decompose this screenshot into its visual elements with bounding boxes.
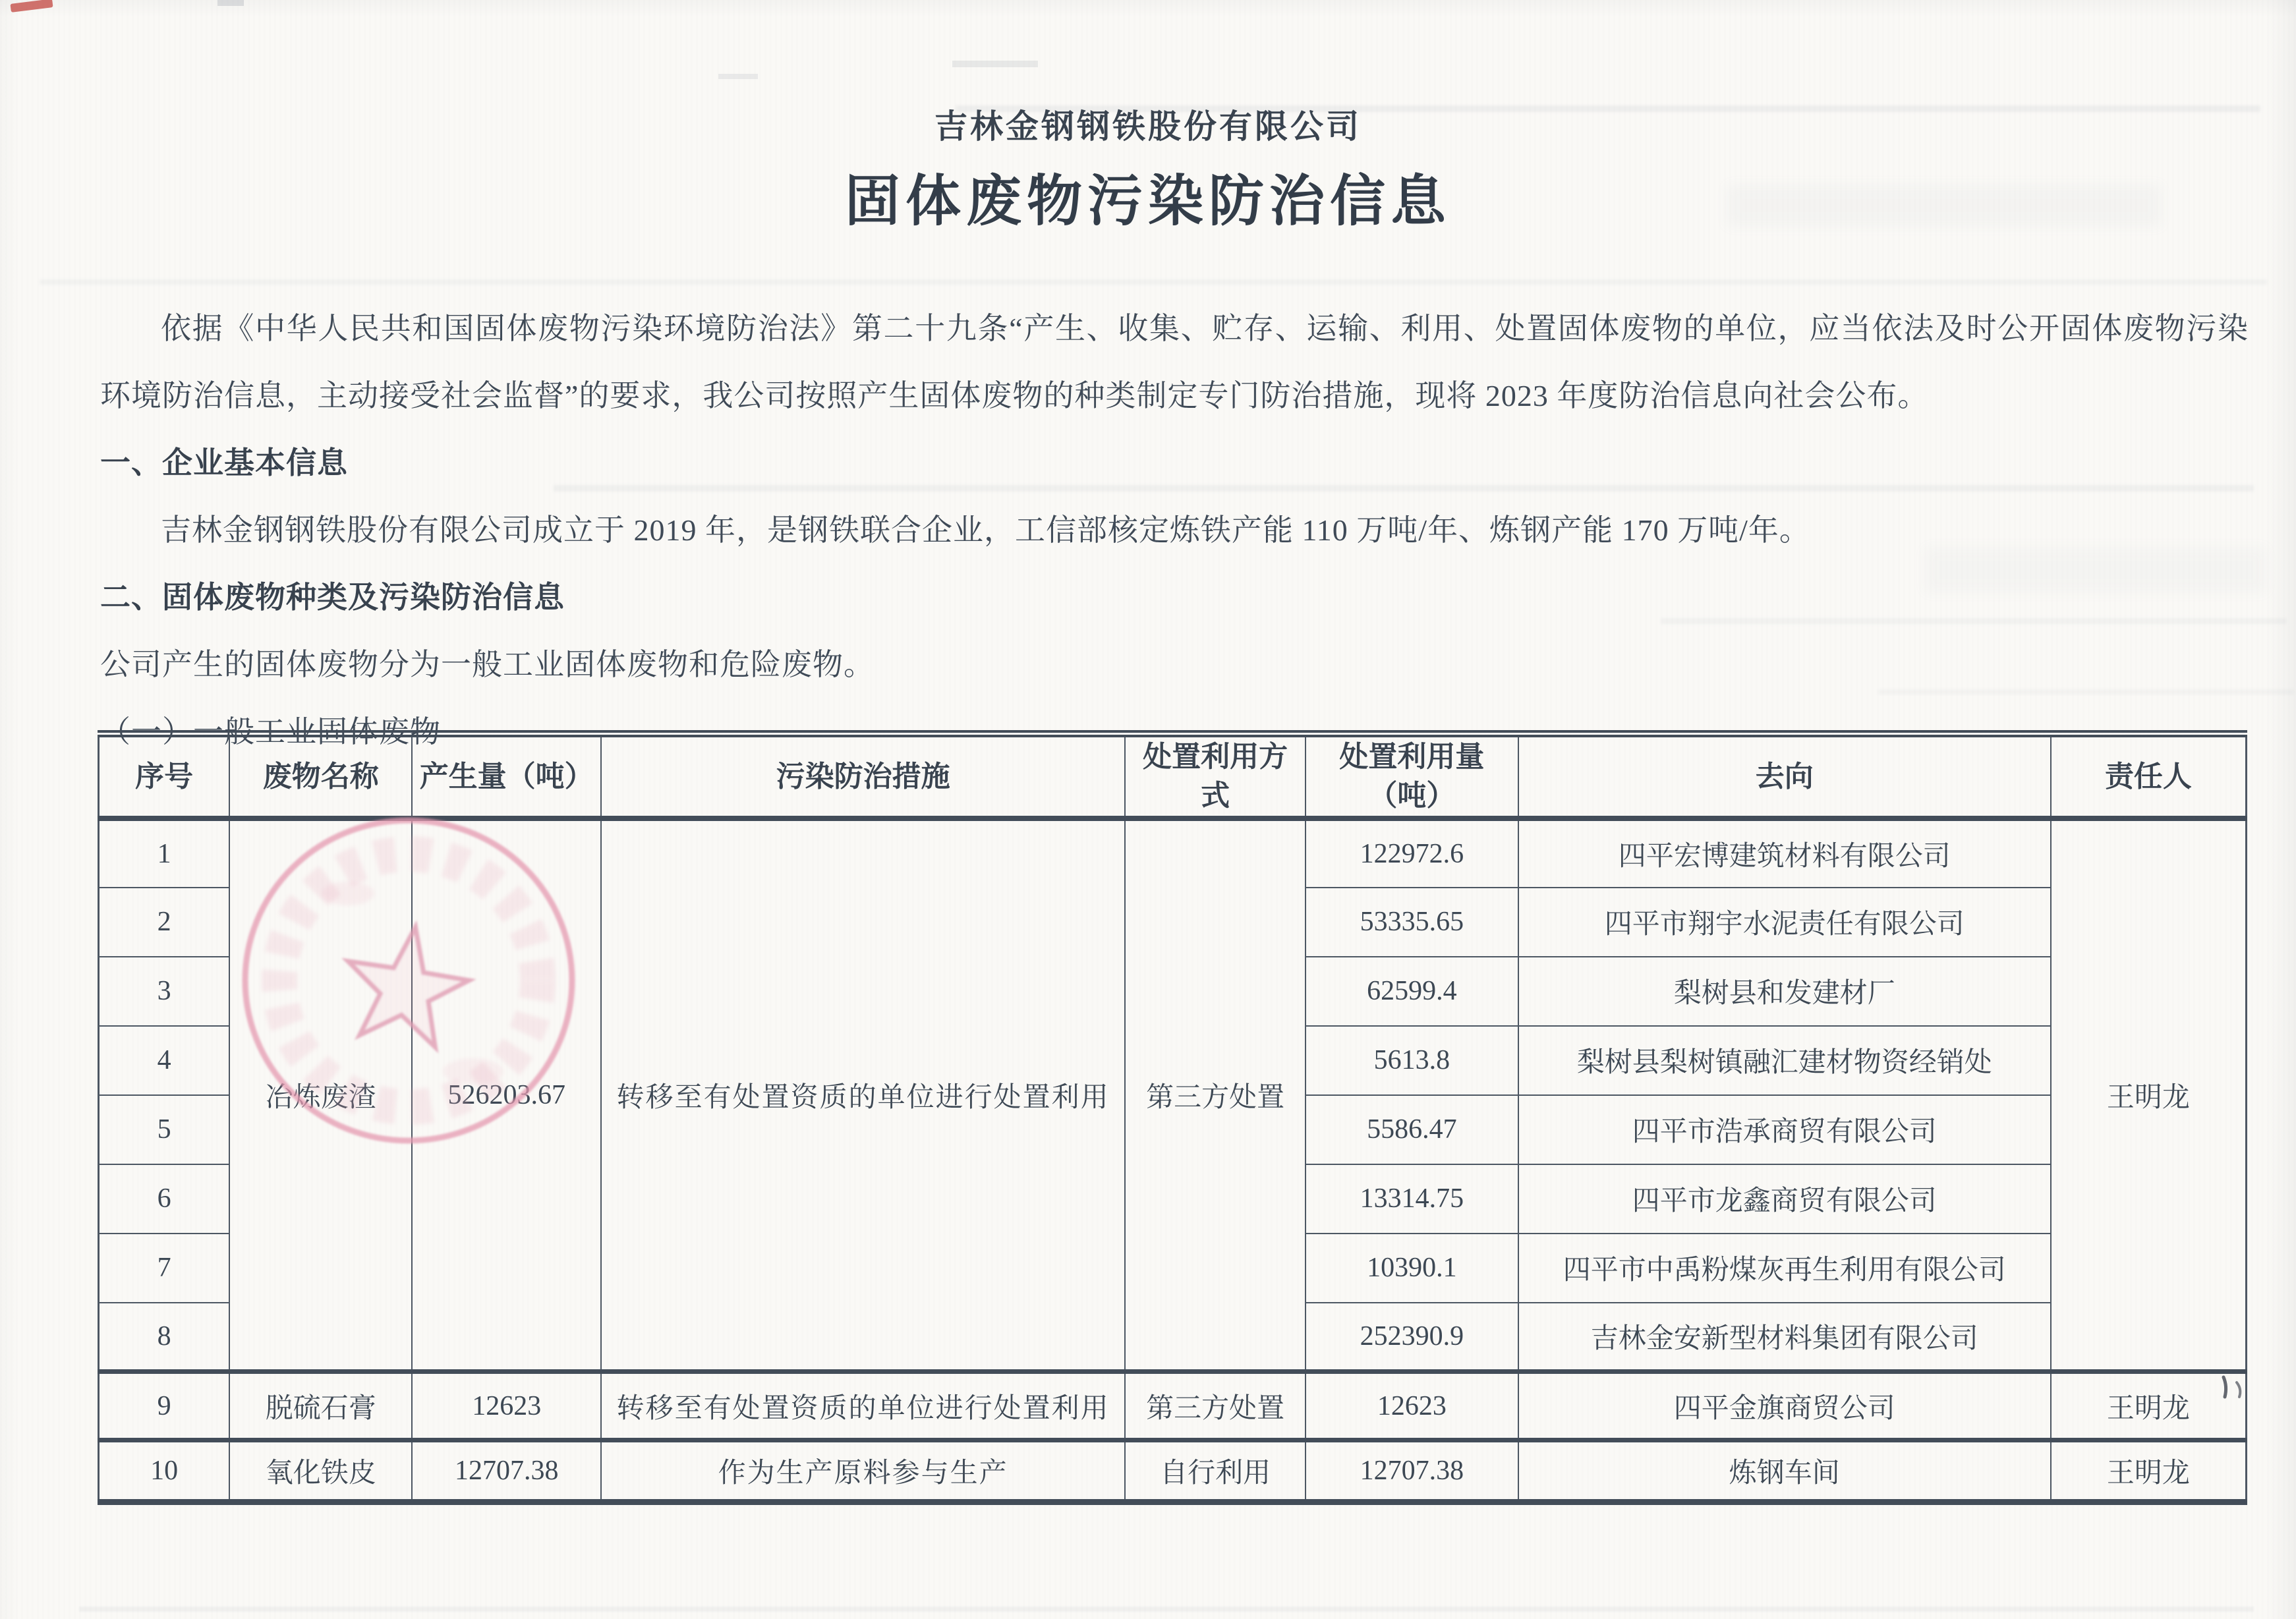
cell-waste-name: 冶炼废渣: [229, 818, 412, 1372]
cell-disposal-method: 自行利用: [1125, 1440, 1306, 1502]
cell-disposal-amount: 53335.65: [1306, 888, 1518, 957]
cell-prevention-measure: 转移至有处置资质的单位进行处置利用: [601, 1372, 1125, 1440]
cell-disposal-amount: 122972.6: [1306, 818, 1518, 888]
cell-prevention-measure: 作为生产原料参与生产: [601, 1440, 1125, 1502]
cell-serial: 6: [99, 1164, 230, 1234]
scan-artifact: [217, 0, 244, 6]
cell-destination: 梨树县梨树镇融汇建材物资经销处: [1518, 1026, 2051, 1095]
section-1-body: 吉林金钢钢铁股份有限公司成立于 2019 年，是钢铁联合企业，工信部核定炼铁产能 110 万吨/年、炼钢产能 170 万吨/年。: [161, 513, 1810, 547]
cell-destination: 四平金旗商贸公司: [1518, 1372, 2051, 1440]
cell-serial: 8: [99, 1303, 230, 1372]
cell-destination: 四平市龙鑫商贸有限公司: [1518, 1164, 2051, 1234]
cell-disposal-amount: 5613.8: [1306, 1026, 1518, 1095]
cell-serial: 2: [99, 888, 230, 957]
scan-artifact: [79, 1606, 2254, 1612]
cell-destination: 吉林金安新型材料集团有限公司: [1518, 1303, 2051, 1372]
section-2-heading: 二、固体废物种类及污染防治信息: [100, 581, 565, 614]
cell-produced-amount: 526203.67: [412, 818, 601, 1372]
cell-waste-name: 脱硫石膏: [229, 1372, 412, 1440]
cell-serial: 1: [99, 818, 230, 888]
cell-waste-name: 氧化铁皮: [229, 1440, 412, 1502]
column-header-0: 序号: [99, 734, 230, 818]
table-row: [99, 1440, 2247, 1502]
cell-disposal-amount: 12623: [1306, 1372, 1518, 1440]
general-industrial-solid-waste-table: [98, 730, 2247, 1505]
page-title: 固体废物污染防治信息: [844, 171, 1451, 233]
scan-artifact: [718, 74, 758, 79]
cell-serial: 3: [99, 957, 230, 1026]
cell-serial: 5: [99, 1095, 230, 1164]
cell-disposal-method: 第三方处置: [1125, 818, 1306, 1372]
table-row: [99, 1372, 2247, 1440]
cell-produced-amount: 12707.38: [412, 1440, 601, 1502]
section-2-intro: 公司产生的固体废物分为一般工业固体废物和危险废物。: [100, 648, 875, 681]
cell-responsible-person: 王明龙: [2051, 1440, 2247, 1502]
pen-mark: [2214, 1372, 2254, 1411]
cell-destination: 四平市翔宇水泥责任有限公司: [1518, 888, 2051, 957]
cell-disposal-amount: 13314.75: [1306, 1164, 1518, 1234]
column-header-4: 处置利用方式: [1125, 734, 1306, 818]
cell-disposal-amount: 62599.4: [1306, 957, 1518, 1026]
cell-destination: 四平市浩承商贸有限公司: [1518, 1095, 2051, 1164]
cell-disposal-amount: 10390.1: [1306, 1234, 1518, 1303]
company-name: 吉林金钢钢铁股份有限公司: [934, 108, 1362, 145]
column-header-7: 责任人: [2051, 734, 2247, 818]
column-header-2: 产生量（吨）: [412, 734, 601, 818]
cell-disposal-amount: 12707.38: [1306, 1440, 1518, 1502]
section-1-heading: 一、企业基本信息: [100, 446, 348, 480]
column-header-3: 污染防治措施: [601, 734, 1125, 818]
scan-artifact-red-mark: [10, 0, 53, 13]
scan-artifact: [40, 279, 2267, 285]
cell-produced-amount: 12623: [412, 1372, 601, 1440]
cell-serial: 7: [99, 1234, 230, 1303]
cell-responsible-person: 王明龙: [2051, 818, 2247, 1372]
intro-paragraph: 依据《中华人民共和国固体废物污染环境防治法》第二十九条“产生、收集、贮存、运输、利用、处置固体废物的单位，应当依法及时公开固体废物污染环境防治信息，主动接受社会监督”的要求，我公司按照产生固体废物的种类制定专门防治措施，现将 2023 年度防治信息向社会公布。: [100, 312, 2249, 412]
cell-destination: 梨树县和发建材厂: [1518, 957, 2051, 1026]
cell-disposal-amount: 5586.47: [1306, 1095, 1518, 1164]
cell-serial: 10: [99, 1440, 230, 1502]
scan-artifact: [952, 61, 1038, 67]
cell-serial: 4: [99, 1026, 230, 1095]
cell-disposal-method: 第三方处置: [1125, 1372, 1306, 1440]
column-header-1: 废物名称: [229, 734, 412, 818]
section-2-subheading: （一）一般工业固体废物: [100, 715, 441, 749]
table-header-row: [99, 734, 2247, 818]
cell-disposal-amount: 252390.9: [1306, 1303, 1518, 1372]
cell-destination: 四平市中禹粉煤灰再生利用有限公司: [1518, 1234, 2051, 1303]
table-row: [99, 818, 2247, 888]
column-header-6: 去向: [1518, 734, 2051, 818]
cell-responsible-person: 王明龙: [2051, 1372, 2247, 1440]
document-body: [100, 295, 2249, 766]
column-header-5: 处置利用量（吨）: [1306, 734, 1518, 818]
cell-prevention-measure: 转移至有处置资质的单位进行处置利用: [601, 818, 1125, 1372]
cell-destination: 四平宏博建筑材料有限公司: [1518, 818, 2051, 888]
cell-serial: 9: [99, 1372, 230, 1440]
cell-destination: 炼钢车间: [1518, 1440, 2051, 1502]
table-body: [99, 818, 2247, 1502]
